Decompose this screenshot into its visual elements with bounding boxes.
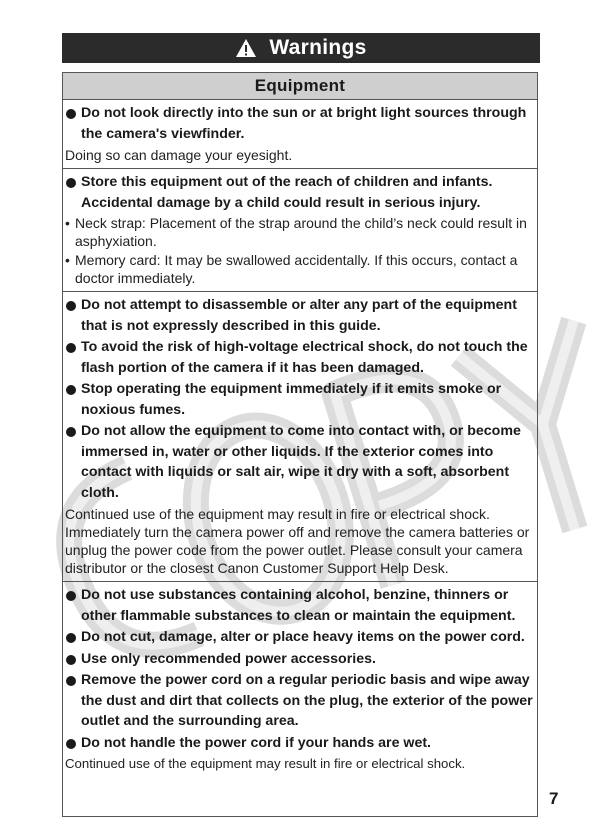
warnings-banner bbox=[62, 33, 540, 63]
warning-item: Do not attempt to disassemble or alter any part of the equipment that is not expressly described in this guide. bbox=[63, 295, 537, 336]
warning-item: To avoid the risk of high-voltage electrical shock, do not touch the flash portion of the camera if it has been damaged. bbox=[63, 337, 537, 378]
warning-section-3 bbox=[63, 292, 537, 582]
banner-title: Warnings bbox=[269, 36, 367, 59]
warning-item: Store this equipment out of the reach of children and infants. Accidental damage by a child could result in serious injury. bbox=[63, 172, 537, 213]
warning-item: Do not look directly into the sun or at bright light sources through the camera's viewfinder. bbox=[63, 103, 537, 144]
bullet-dot-icon bbox=[66, 301, 76, 311]
bullet-dot-icon bbox=[66, 676, 76, 686]
bullet-dot-icon bbox=[66, 109, 76, 119]
bullet-dot-icon bbox=[66, 343, 76, 353]
section-note: Continued use of the equipment may result in fire or electrical shock. Immediately turn the camera power off and remove the camera batteries or unplug the power code from the power outlet. Please consult your camera distributor or the closest Canon Customer Support Help Desk. bbox=[65, 506, 530, 576]
equipment-box bbox=[62, 72, 538, 817]
section-note: Continued use of the equipment may result in fire or electrical shock. bbox=[65, 756, 466, 771]
bullet-dot-icon bbox=[66, 633, 76, 643]
warning-section-2 bbox=[63, 169, 537, 292]
bullet-dot-icon bbox=[66, 427, 76, 437]
bullet-dot-icon bbox=[66, 178, 76, 188]
bullet-dot-icon bbox=[66, 655, 76, 665]
section-title: Equipment bbox=[63, 73, 537, 100]
sub-bullet: • Memory card: It may be swallowed accidentally. If this occurs, contact a doctor immediately. bbox=[65, 252, 518, 286]
sub-bullet: • Neck strap: Placement of the strap around the child’s neck could result in asphyxiation. bbox=[65, 215, 527, 249]
warning-triangle-icon bbox=[235, 38, 257, 58]
section-note: Doing so can damage your eyesight. bbox=[65, 147, 293, 163]
bullet-dot-icon bbox=[66, 591, 76, 601]
warning-item: Stop operating the equipment immediately if it emits smoke or noxious fumes. bbox=[63, 379, 537, 420]
bullet-dot-icon bbox=[66, 385, 76, 395]
warning-item: Do not handle the power cord if your hands are wet. bbox=[63, 733, 537, 754]
warning-item: Do not use substances containing alcohol, benzine, thinners or other flammable substances to clean or maintain the equipment. bbox=[63, 585, 537, 626]
page-number: 7 bbox=[549, 789, 559, 808]
warning-item: Remove the power cord on a regular periodic basis and wipe away the dust and dirt that collects on the plug, the exterior of the power outlet and the surrounding area. bbox=[63, 670, 537, 732]
warning-section-1 bbox=[63, 100, 537, 169]
warning-item: Do not allow the equipment to come into contact with, or become immersed in, water or other liquids. If the exterior comes into contact with liquids or salt air, wipe it dry with a soft, absorbent cloth. bbox=[63, 421, 537, 503]
bullet-dot-icon bbox=[66, 739, 76, 749]
warning-item: Use only recommended power accessories. bbox=[63, 649, 537, 670]
warning-section-4 bbox=[63, 582, 537, 777]
warning-item: Do not cut, damage, alter or place heavy items on the power cord. bbox=[63, 627, 537, 648]
